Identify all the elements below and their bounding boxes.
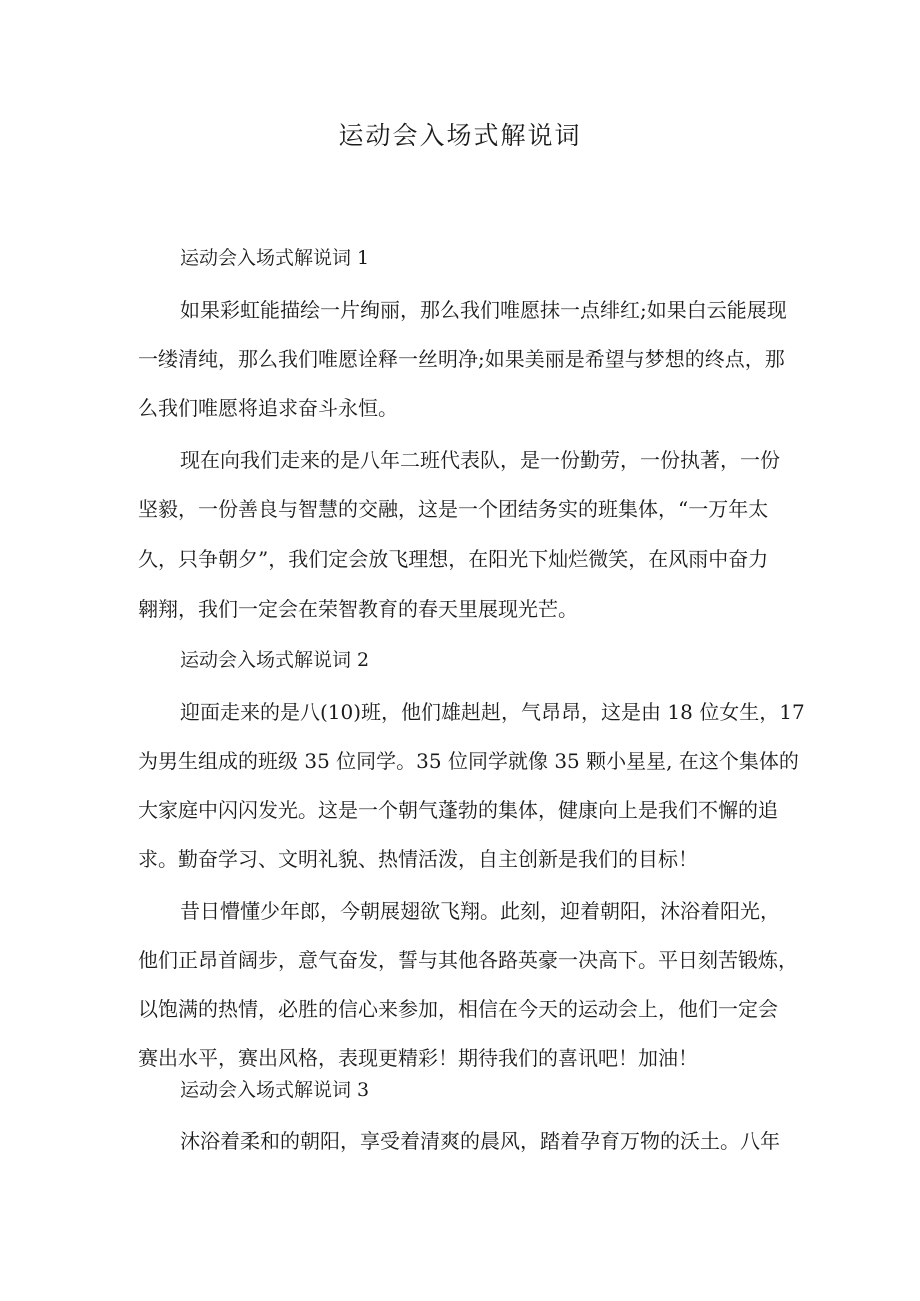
paragraph-line: 沐浴着柔和的朝阳，享受着清爽的晨风，踏着孕育万物的沃土。八年 bbox=[180, 1129, 780, 1153]
paragraph-line: 现在向我们走来的是八年二班代表队，是一份勤劳，一份执著，一份 bbox=[180, 448, 780, 472]
paragraph-line: 久，只争朝夕”，我们定会放飞理想，在阳光下灿烂微笑，在风雨中奋力 bbox=[138, 547, 769, 571]
paragraph-line: 为男生组成的班级 35 位同学。35 位同学就像 35 颗小星星, 在这个集体的 bbox=[138, 749, 799, 773]
paragraph-line: 赛出水平，赛出风格，表现更精彩！期待我们的喜讯吧！加油！ bbox=[138, 1046, 698, 1070]
paragraph-line: 求。勤奋学习、文明礼貌、热情活泼，自主创新是我们的目标！ bbox=[138, 847, 698, 871]
paragraph-line: 么我们唯愿将追求奋斗永恒。 bbox=[138, 396, 398, 420]
paragraph-line: 坚毅，一份善良与智慧的交融，这是一个团结务实的班集体，“一万年太 bbox=[138, 497, 769, 521]
paragraph-line: 大家庭中闪闪发光。这是一个朝气蓬勃的集体，健康向上是我们不懈的追 bbox=[138, 798, 778, 822]
paragraph-line: 迎面走来的是八(10)班，他们雄赳赳，气昂昂，这是由 18 位女生，17 bbox=[180, 700, 805, 724]
section-heading-2: 运动会入场式解说词 2 bbox=[180, 649, 370, 671]
paragraph-line: 翱翔，我们一定会在荣智教育的春天里展现光芒。 bbox=[138, 597, 578, 621]
section-heading-1: 运动会入场式解说词 1 bbox=[180, 247, 370, 269]
section-heading-3: 运动会入场式解说词 3 bbox=[180, 1079, 370, 1101]
paragraph-line: 以饱满的热情，必胜的信心来参加，相信在今天的运动会上，他们一定会 bbox=[138, 997, 778, 1021]
paragraph-line: 昔日懵懂少年郎，今朝展翅欲飞翔。此刻，迎着朝阳，沐浴着阳光， bbox=[180, 899, 780, 923]
paragraph-line: 他们正昂首阔步，意气奋发，誓与其他各路英豪一决高下。平日刻苦锻炼， bbox=[138, 948, 798, 972]
page-title: 运动会入场式解说词 bbox=[338, 121, 582, 150]
paragraph-line: 如果彩虹能描绘一片绚丽，那么我们唯愿抹一点绯红;如果白云能展现 bbox=[180, 298, 787, 322]
paragraph-line: 一缕清纯，那么我们唯愿诠释一丝明净;如果美丽是希望与梦想的终点，那 bbox=[138, 347, 785, 371]
